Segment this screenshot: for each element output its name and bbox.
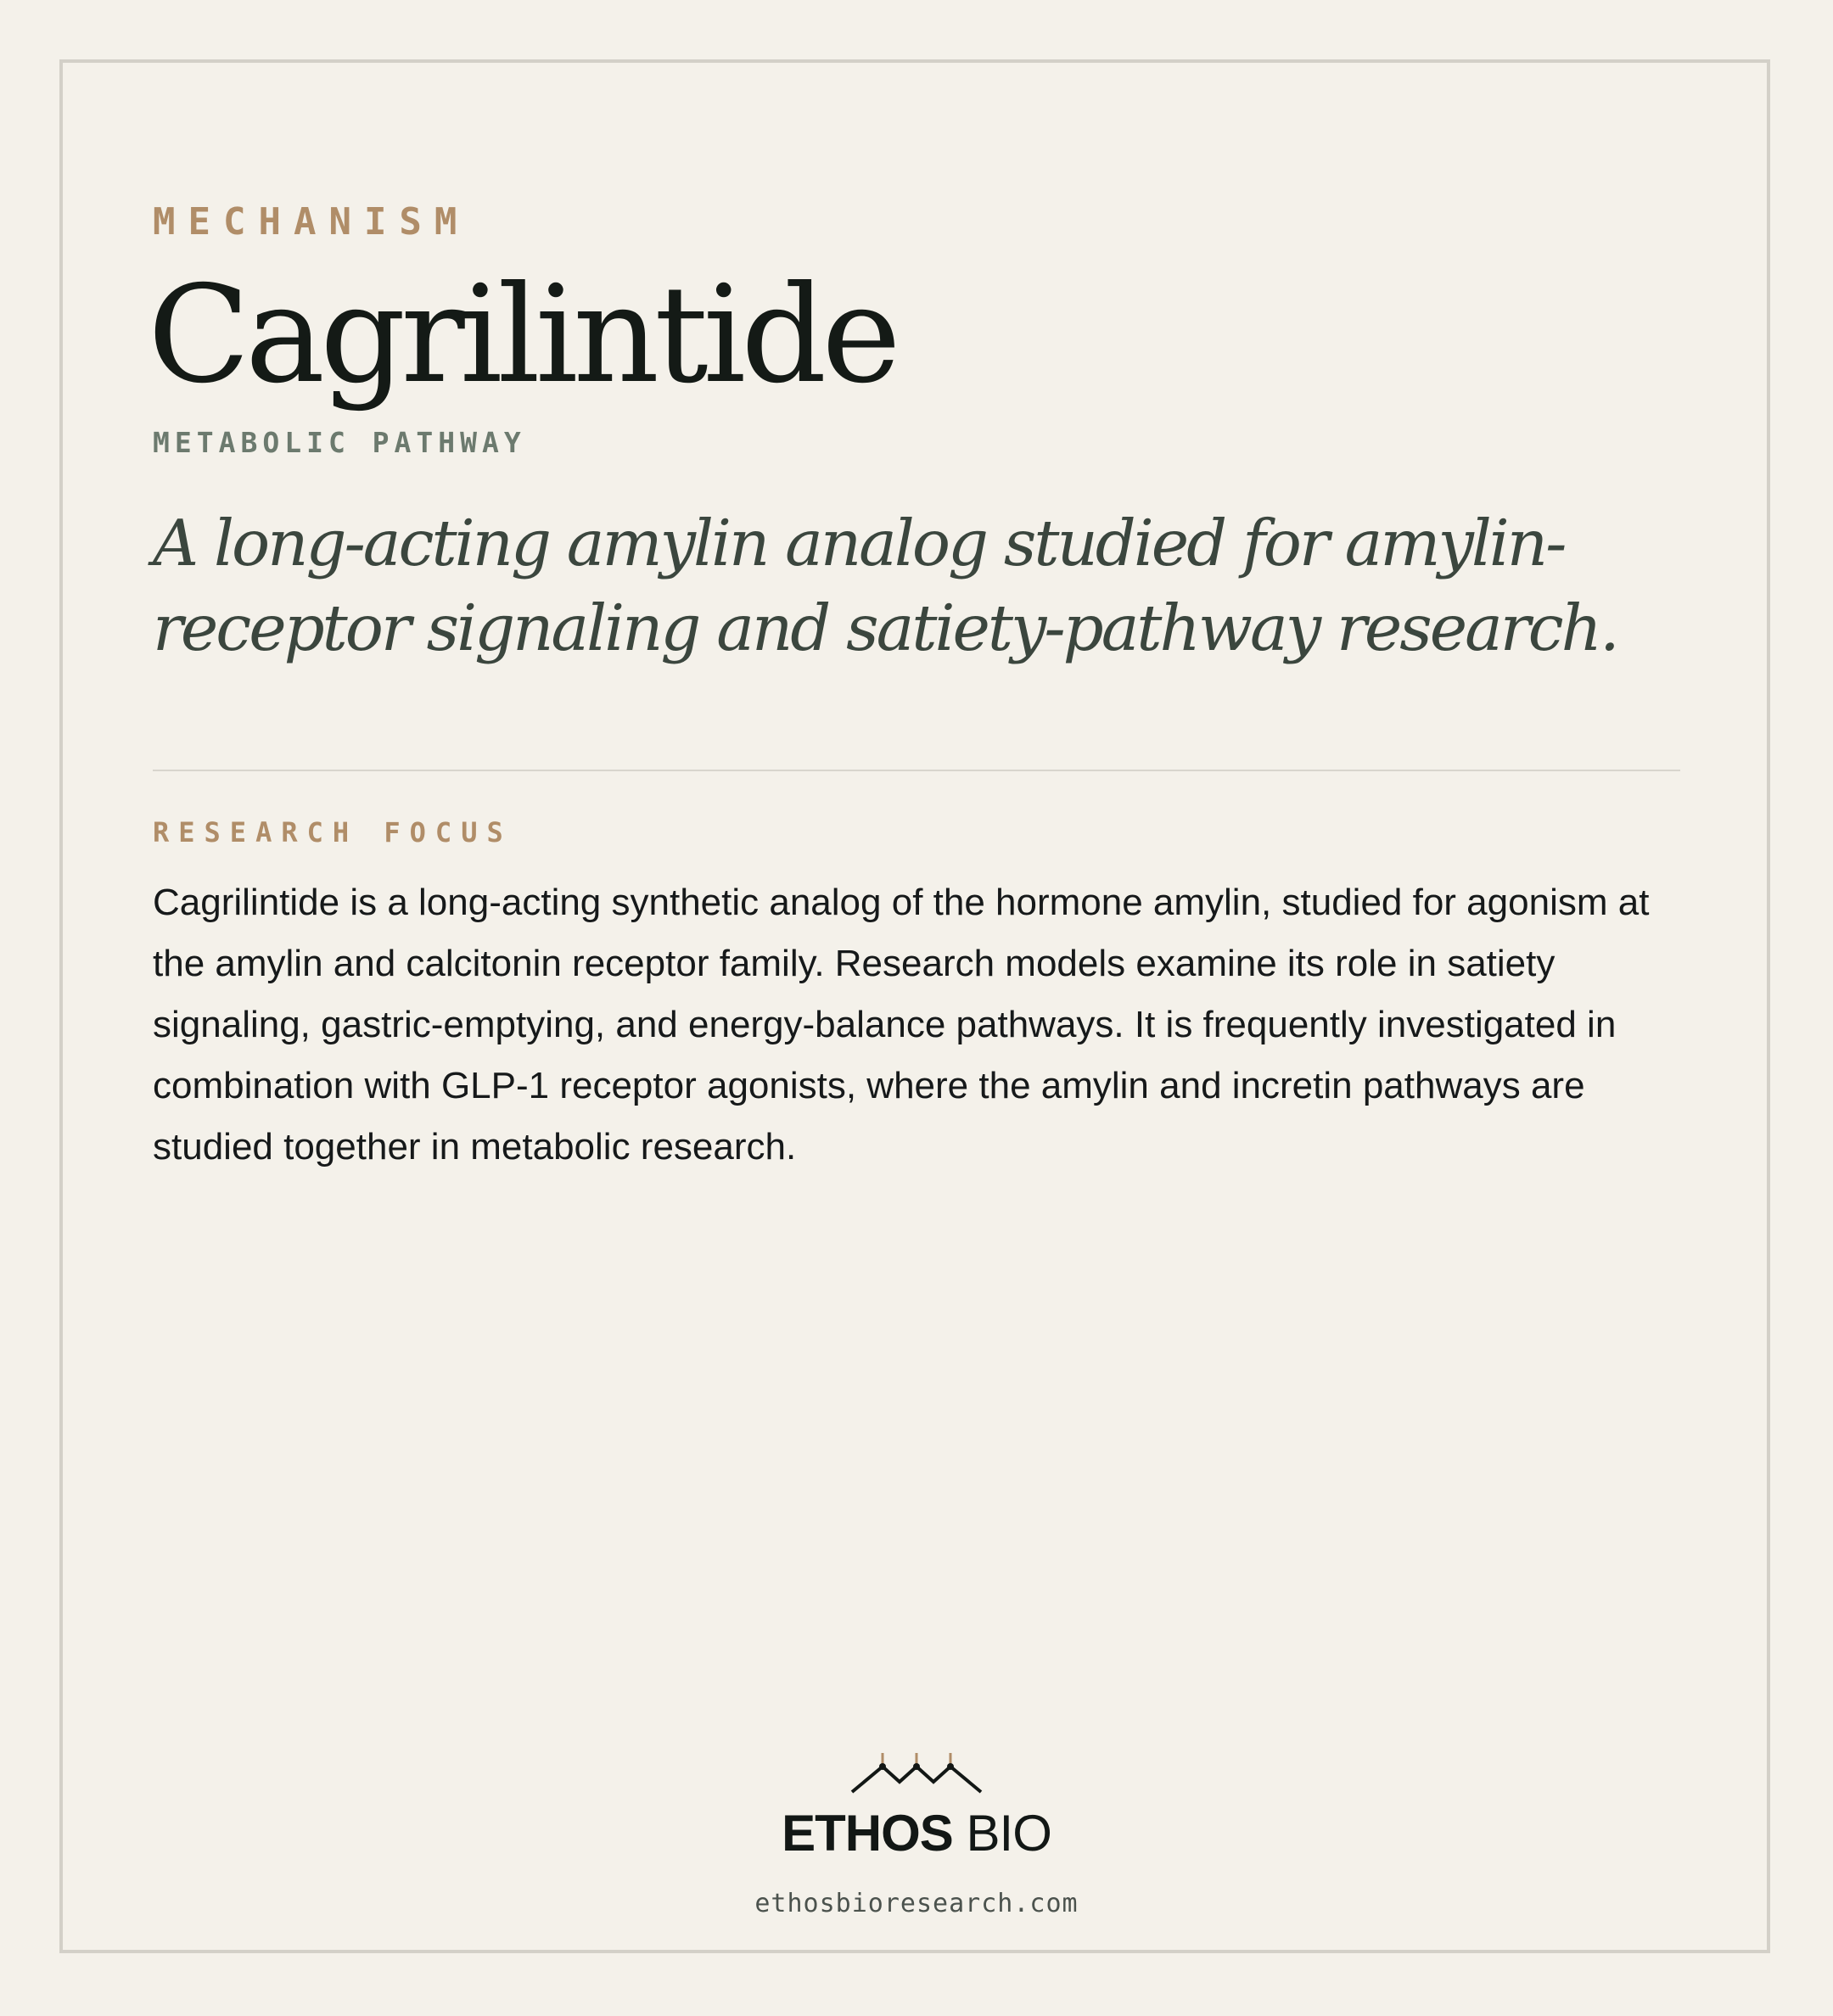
- page-title: Cagrilintide: [148, 257, 896, 413]
- mountain-peaks-logo-icon: [849, 1748, 984, 1799]
- subtitle-label: METABOLIC PATHWAY: [153, 426, 526, 459]
- brand-name-bold: ETHOS: [782, 1805, 953, 1862]
- eyebrow-label: MECHANISM: [153, 200, 470, 244]
- website-url: ethosbioresearch.com: [754, 1889, 1079, 1918]
- section-body: Cagrilintide is a long-acting synthetic analog of the hormone amylin, studied for agonism at the amylin and calcitonin receptor family. Research models examine its role in satiety signaling, gastric-emptying, and energy-balance pathways. It is frequently investigated in combination with GLP-1 receptor agonists, where the amylin and incretin pathways are studied together in metabolic research.: [153, 882, 1650, 1168]
- tagline: A long-acting amylin analog studied for amylin-receptor signaling and satiety-pathway research.: [153, 506, 1617, 665]
- brand-name-regular: BIO: [966, 1805, 1051, 1862]
- brand-wordmark: [0, 1804, 1833, 1863]
- footer: [0, 1748, 1833, 1918]
- section-label: RESEARCH FOCUS: [153, 816, 513, 848]
- divider: [153, 770, 1680, 771]
